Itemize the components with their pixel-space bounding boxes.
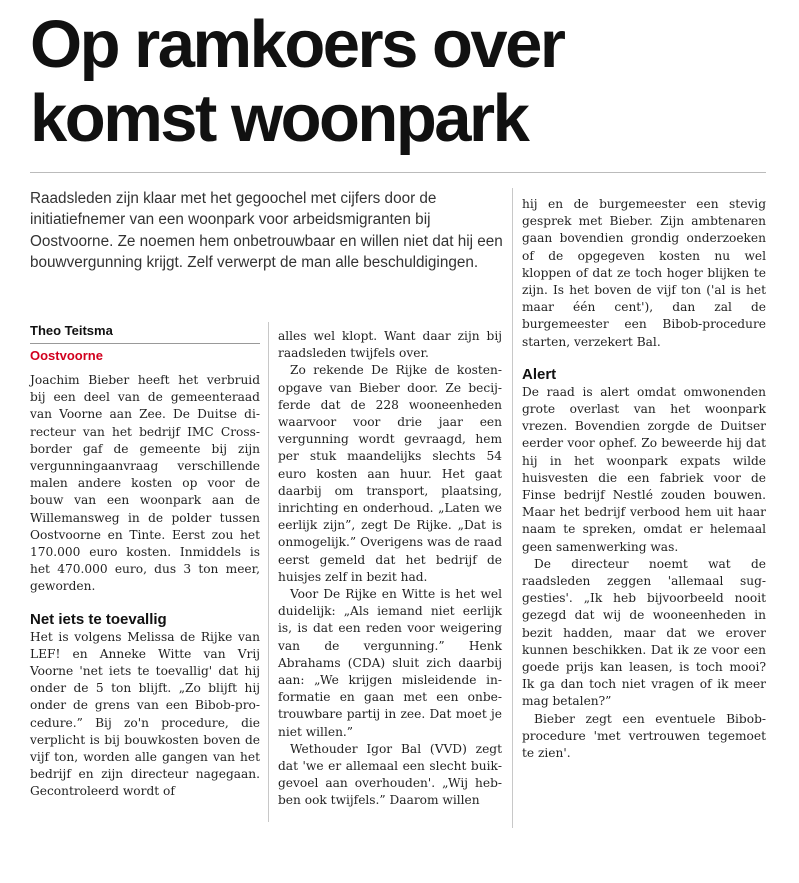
article-column-2 — [278, 328, 502, 810]
col2-paragraph-4: Wethouder Igor Bal (VVD) zegt dat 'we er allemaal een slecht buikgevoel aan overhouden'. „Wij hebben ook twijfels.” Daarom willen — [278, 741, 502, 808]
col1-paragraph-2: Het is volgens Melissa de Rijke van LEF! en Anneke Witte van Vrij Voorne 'net iets te toevallig' dat hij onder de 5 ton blijft. „Zo blijft hij onder de grens van een Bibob-procedure.” Bij zo'n procedure, die verplicht is bij bouwkosten boven de vijf ton, worden alle gangen van het bedrijf en zijn directeur nagegaan. Gecontroleerd wordt of — [30, 629, 260, 799]
col1-paragraph-1: Joachim Bieber heeft het verbruid bij een deel van de gemeenteraad van Voorne aan Zee. De Duitse directeur van het bedrijf IMC Cross-border gaf de gemeente bij zijn vergunningaanvraag verschillende malen andere kosten op voor de bouw van een woonpark aan de Willemansweg in de polder tussen Oostvoorne en Tinte. Eerst zou het 170.000 euro kosten. Inmiddels is het 470.000 euro, dus 3 ton meer, geworden. — [30, 373, 260, 594]
subheading-net-iets-te-toevallig: Net iets te toevallig — [30, 610, 167, 628]
byline-divider — [30, 343, 260, 344]
column-divider-1 — [268, 322, 269, 822]
headline-line-1: Op ramkoers over — [30, 7, 564, 82]
intro-lead: Raadsleden zijn klaar met het gegoochel met cijfers door de initiatiefnemer van een woonpark voor arbeidsmigranten bij Oostvoorne. Ze noemen hem onbetrouwbaar en willen niet dat hij een bouwvergunning krijgt. Zelf verwerpt de man alle beschuldigingen. — [30, 190, 503, 272]
article-column-1 — [30, 372, 260, 801]
headline — [30, 8, 790, 156]
col3-paragraph-2: De raad is alert omdat omwonenden grote overlast van het woonpark vrezen. Bovendien zorgde de Duitser eerder voor ophef. Zo beweerde hij dat hij in het woonpark expats wilde huisvesten die een fabriek voor de Finse bedrijf Nestlé zouden bouwen. Maar het bedrijf verbood hem uit haar naam te spreken, omdat er helemaal geen samenwerking was. — [522, 384, 766, 554]
byline-author: Theo Teitsma — [30, 323, 113, 338]
byline — [30, 322, 260, 364]
col2-paragraph-1: alles wel klopt. Want daar zijn bij raadsleden twijfels over. — [278, 329, 502, 361]
headline-divider — [30, 172, 766, 173]
subheading-alert: Alert — [522, 365, 557, 383]
col3-paragraph-3: De directeur noemt wat de raadsleden zeggen 'allemaal suggesties'. „Ik heb bijvoorbeeld nooit gezegd dat wij de wooneenheden in bezit hadden, maar dat we erover kunnen beschikken. Dat ik ze voor een goede prijs kan leasen, is toch mooi? Ik ga dan toch niet vragen of ik meer mag betalen?” — [522, 556, 766, 709]
col3-paragraph-4: Bieber zegt een eventuele Bibob-procedure 'met vertrouwen tegemoet te zien'. — [522, 711, 766, 761]
col2-paragraph-2: Zo rekende De Rijke de kostenopgave van Bieber door. Ze becijferde dat de 228 wooneenheden waarvoor voor drie jaar een vergunning wordt gevraagd, hem per stuk maandelijks slechts 54 euro kosten aan huur. Het gaat daarbij om transport, plaatsing, inrichting en onderhoud. „Laten we eerlijk zijn”, zegt De Rijke. „Dat is onmogelijk.” Overigens was de raad eerst gemeld dat het bedrijf de huisjes zelf in bezit had. — [278, 363, 502, 584]
article-column-3 — [522, 196, 766, 762]
byline-place: Oostvoorne — [30, 348, 103, 363]
col2-paragraph-3: Voor De Rijke en Witte is het wel duidelijk: „Als iemand niet eerlijk is, is dat een reden voor weigering van de vergunning.” Henk Abrahams (CDA) sluit zich daarbij aan: „We krijgen misleidende informatie en gaan met een onbetrouwbare partij in zee. Dat moet je niet willen.” — [278, 587, 502, 739]
column-divider-2 — [512, 188, 513, 828]
col3-paragraph-1: hij en de burgemeester een stevig gesprek met Bieber. Zijn ambtenaren gaan bovendien grondig onderzoeken of de opgegeven kosten nu wel kloppen of dat ze toch hoger blijken te zijn. Is het boven de vijf ton ('al is het maar één cent'), dan zal de burgemeester een Bibob-procedure starten, verzekert Bal. — [522, 197, 766, 349]
headline-line-2: komst woonpark — [30, 81, 528, 156]
